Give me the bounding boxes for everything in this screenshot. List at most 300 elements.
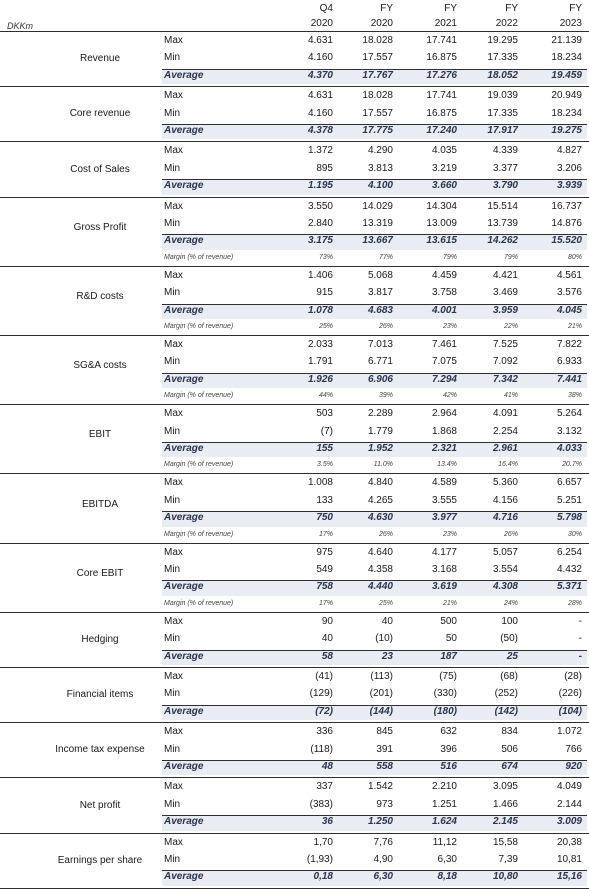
min-row-value: 3.817 xyxy=(367,287,393,299)
average-row-value: 36 xyxy=(321,816,333,828)
margin-row-value: 79% xyxy=(503,253,518,261)
metric-label: Financial items xyxy=(66,689,134,701)
margin-row-value: 23% xyxy=(442,530,457,538)
margin-row-value: 28% xyxy=(567,599,582,607)
min-row-value: 7,39 xyxy=(498,854,518,865)
column-year-header: 2021 xyxy=(434,18,457,29)
max-row-value: 3.095 xyxy=(492,781,518,793)
average-row-value: 17.276 xyxy=(426,69,457,81)
max-row-value: 7,76 xyxy=(373,836,393,848)
average-row-value: 920 xyxy=(565,761,582,772)
min-row-value: (50) xyxy=(500,633,518,645)
min-row-value: 3.758 xyxy=(431,287,457,299)
max-row-value: 90 xyxy=(321,615,333,627)
min-row-label: Min xyxy=(164,218,181,229)
margin-row-label: Margin (% of revenue) xyxy=(164,599,234,607)
max-row-value: 4.631 xyxy=(307,35,333,46)
margin-row-value: 25% xyxy=(318,323,333,330)
min-row-label: Min xyxy=(164,564,181,575)
min-row-value: 4,90 xyxy=(373,854,393,865)
min-row-value: 7.075 xyxy=(431,356,457,368)
section-rule xyxy=(0,777,589,778)
section-rule xyxy=(0,266,589,267)
section-rule xyxy=(0,335,589,336)
max-row-label: Max xyxy=(164,615,183,627)
max-row-value: 100 xyxy=(501,615,518,627)
max-row-value: 1,70 xyxy=(313,836,333,848)
max-row-label: Max xyxy=(164,408,183,420)
max-row-value: 4.640 xyxy=(367,546,393,558)
margin-row-value: 17% xyxy=(318,530,333,538)
average-row-value: 7.441 xyxy=(556,373,582,385)
max-row-value: 4.589 xyxy=(431,477,457,489)
average-row-label: Average xyxy=(164,304,204,316)
max-row-label: Max xyxy=(164,269,183,281)
max-row-value: 2.033 xyxy=(307,339,333,350)
average-row-value: 4.683 xyxy=(367,304,393,316)
min-row-value: 17.335 xyxy=(487,107,518,119)
max-row-value: 1.008 xyxy=(307,477,333,489)
metric-label: Core revenue xyxy=(69,108,131,120)
average-row-value: 3.175 xyxy=(307,235,333,247)
min-row-label: Min xyxy=(164,425,181,437)
max-row-label: Max xyxy=(164,546,183,558)
max-row-value: 975 xyxy=(316,546,333,558)
column-period-header: FY xyxy=(505,3,518,14)
metric-label: Gross Profit xyxy=(73,221,127,233)
metric-label: SG&A costs xyxy=(73,360,127,372)
average-row-value: 558 xyxy=(376,761,393,772)
min-row-value: 2.840 xyxy=(307,218,333,229)
margin-row-value: 44% xyxy=(318,392,333,400)
metric-label: EBIT xyxy=(88,429,112,441)
average-row-value: 3.977 xyxy=(431,512,457,524)
average-row-value: 10,80 xyxy=(492,871,518,883)
margin-row-value: 24% xyxy=(503,599,518,607)
average-row-value: 13.667 xyxy=(362,235,393,247)
max-row-value: 5.360 xyxy=(492,477,518,489)
column-year-header: 2022 xyxy=(495,18,518,29)
average-row-value: 4.630 xyxy=(367,512,393,524)
average-row-value: 2.961 xyxy=(492,443,518,454)
average-row-value: 3.009 xyxy=(556,816,582,828)
unit-label: DKKm xyxy=(7,21,34,31)
max-row-value: 17.741 xyxy=(426,35,457,46)
max-row-value: - xyxy=(578,615,582,627)
average-row-label: Average xyxy=(164,443,204,454)
average-row-value: 758 xyxy=(316,581,333,593)
max-row-value: 845 xyxy=(376,726,393,738)
max-row-value: 1.542 xyxy=(367,781,393,793)
min-row-value: 3.377 xyxy=(492,162,518,174)
max-row-value: 5.068 xyxy=(367,269,393,281)
average-row-value: 5.371 xyxy=(556,581,582,593)
max-row-value: 4.827 xyxy=(556,145,582,157)
max-row-value: 1.372 xyxy=(307,145,333,157)
min-row-value: 895 xyxy=(316,162,333,174)
margin-row-value: 3.5% xyxy=(317,461,333,469)
average-row-value: (104) xyxy=(558,705,582,717)
min-row-value: 4.358 xyxy=(367,564,393,575)
average-row-value: 2.145 xyxy=(492,816,518,828)
section-rule xyxy=(0,667,589,668)
max-row-value: 18.028 xyxy=(362,90,393,102)
margin-row-value: 73% xyxy=(318,253,333,261)
margin-row-value: 41% xyxy=(503,392,518,400)
average-row-value: 1.195 xyxy=(307,180,333,192)
min-row-value: (201) xyxy=(369,688,393,700)
average-row-value: 17.240 xyxy=(426,125,457,136)
max-row-label: Max xyxy=(164,726,183,738)
average-row-value: 4.378 xyxy=(307,125,333,136)
min-row-label: Min xyxy=(164,854,181,865)
metric-label: Revenue xyxy=(79,53,121,65)
margin-row-value: 42% xyxy=(442,392,457,400)
min-row-value: 1.466 xyxy=(492,798,518,810)
average-row-value: 5.798 xyxy=(556,512,582,524)
metric-label: Hedging xyxy=(81,633,119,645)
max-row-value: (41) xyxy=(315,671,333,682)
column-period-header: Q4 xyxy=(319,3,333,14)
average-row-value: 58 xyxy=(321,650,333,662)
average-row-value: 7.342 xyxy=(492,373,518,385)
average-row-value: 674 xyxy=(501,761,518,772)
margin-row-value: 26% xyxy=(378,530,393,538)
min-row-label: Min xyxy=(164,494,181,506)
max-row-label: Max xyxy=(164,90,183,102)
margin-row-value: 17% xyxy=(318,599,333,607)
max-row-label: Max xyxy=(164,35,183,46)
min-row-label: Min xyxy=(164,287,181,299)
min-row-value: 3.554 xyxy=(492,564,518,575)
min-row-label: Min xyxy=(164,107,181,119)
min-row-value: 1.251 xyxy=(431,798,457,810)
metric-label: R&D costs xyxy=(76,290,124,302)
max-row-value: 5.057 xyxy=(492,546,518,558)
max-row-label: Max xyxy=(164,339,183,350)
min-row-value: 13.319 xyxy=(362,218,393,229)
min-row-label: Min xyxy=(164,162,181,174)
section-rule xyxy=(0,833,589,834)
margin-row-value: 79% xyxy=(442,253,457,261)
max-row-value: (28) xyxy=(564,671,582,682)
metric-label: Core EBIT xyxy=(76,567,124,579)
average-row-value: 516 xyxy=(440,761,457,772)
min-row-value: 17.335 xyxy=(487,52,518,64)
min-row-value: 915 xyxy=(316,287,333,299)
min-row-value: 18.234 xyxy=(551,52,582,64)
min-row-value: 40 xyxy=(321,633,333,645)
metric-label: Earnings per share xyxy=(57,854,143,866)
min-row-value: (118) xyxy=(310,743,333,755)
min-row-value: 549 xyxy=(316,564,333,575)
average-row-value: 6,30 xyxy=(373,871,393,883)
average-row-value: 0,18 xyxy=(313,871,333,883)
average-row-value: 25 xyxy=(506,650,518,662)
average-row-value: 48 xyxy=(321,761,333,772)
max-row-value: 17.741 xyxy=(426,90,457,102)
min-row-value: (226) xyxy=(558,688,582,700)
average-row-value: 15.520 xyxy=(551,235,582,247)
average-row-value: (180) xyxy=(433,705,457,717)
max-row-value: 4.177 xyxy=(431,546,457,558)
max-row-value: 4.339 xyxy=(492,145,518,157)
margin-row-value: 77% xyxy=(378,253,393,261)
average-row-value: 750 xyxy=(316,512,333,524)
min-row-value: 10,81 xyxy=(556,854,582,865)
average-row-value: 4.001 xyxy=(431,304,457,316)
min-row-value: 1.791 xyxy=(307,356,333,368)
average-row-value: 6.906 xyxy=(367,373,393,385)
max-row-value: 19.295 xyxy=(487,35,518,46)
column-period-header: FY xyxy=(569,3,582,14)
average-row-value: 4.308 xyxy=(492,581,518,593)
max-row-label: Max xyxy=(164,145,183,157)
max-row-value: 632 xyxy=(440,726,457,738)
margin-row-value: 38% xyxy=(567,392,582,400)
margin-row-value: 80% xyxy=(567,253,582,261)
average-row-value: 18.052 xyxy=(487,69,518,81)
max-row-value: 4.049 xyxy=(556,781,582,793)
margin-row-label: Margin (% of revenue) xyxy=(164,323,234,330)
average-row-value: 19.459 xyxy=(551,69,582,81)
max-row-value: 7.822 xyxy=(556,339,582,350)
average-row-value: 17.767 xyxy=(362,69,393,81)
min-row-value: 17.557 xyxy=(362,107,393,119)
average-row-label: Average xyxy=(164,512,204,524)
min-row-label: Min xyxy=(164,633,181,645)
average-row-value: 3.660 xyxy=(431,180,457,192)
max-row-label: Max xyxy=(164,781,183,793)
average-row-value: 1.624 xyxy=(431,816,457,828)
min-row-value: (10) xyxy=(375,633,393,645)
max-row-value: 40 xyxy=(381,615,393,627)
max-row-value: 20.949 xyxy=(551,90,582,102)
margin-row-value: 11.0% xyxy=(373,461,393,469)
margin-row-value: 13.4% xyxy=(437,461,457,469)
average-row-value: 3.939 xyxy=(556,180,582,192)
min-row-label: Min xyxy=(164,356,181,368)
column-period-header: FY xyxy=(444,3,457,14)
margin-row-label: Margin (% of revenue) xyxy=(164,253,234,261)
max-row-value: 5.264 xyxy=(556,408,582,420)
max-row-value: 336 xyxy=(316,726,333,738)
min-row-value: 3.219 xyxy=(431,162,457,174)
min-row-value: 973 xyxy=(376,798,393,810)
min-row-value: (129) xyxy=(309,688,333,700)
min-row-value: 2.144 xyxy=(556,798,582,810)
margin-row-value: 20.7% xyxy=(562,461,582,469)
min-row-value: 1.868 xyxy=(431,425,457,437)
margin-row-value: 21% xyxy=(567,323,582,330)
average-row-value: 4.100 xyxy=(367,180,393,192)
max-row-value: 834 xyxy=(501,726,518,738)
min-row-value: (7) xyxy=(320,425,333,437)
min-row-value: 4.156 xyxy=(492,494,518,506)
min-row-value: (1,93) xyxy=(306,854,333,865)
min-row-value: 3.576 xyxy=(556,287,582,299)
margin-row-value: 21% xyxy=(442,599,457,607)
max-row-value: 11,12 xyxy=(432,836,457,848)
max-row-label: Max xyxy=(164,836,183,848)
min-row-value: 2.254 xyxy=(492,425,518,437)
average-row-value: 2.321 xyxy=(431,443,457,454)
average-row-value: 23 xyxy=(381,650,393,662)
max-row-value: 4.840 xyxy=(367,477,393,489)
min-row-value: 4.160 xyxy=(307,52,333,64)
min-row-label: Min xyxy=(164,743,181,755)
min-row-value: 6.933 xyxy=(556,356,582,368)
max-row-value: (113) xyxy=(370,671,393,682)
margin-row-value: 23% xyxy=(442,323,457,330)
max-row-value: 7.525 xyxy=(492,339,518,350)
column-year-header: 2023 xyxy=(559,18,582,29)
max-row-value: 7.461 xyxy=(431,339,457,350)
column-period-header: FY xyxy=(380,3,393,14)
max-row-value: 2.210 xyxy=(431,781,457,793)
max-row-value: 4.035 xyxy=(431,145,457,157)
average-row-value: 1.250 xyxy=(367,816,393,828)
max-row-value: 6.254 xyxy=(556,546,582,558)
max-row-value: (75) xyxy=(439,671,457,682)
section-rule xyxy=(0,722,589,723)
max-row-value: 4.290 xyxy=(367,145,393,157)
max-row-value: 500 xyxy=(440,615,457,627)
metric-label: Net profit xyxy=(79,799,121,811)
average-row-value: 3.790 xyxy=(492,180,518,192)
min-row-label: Min xyxy=(164,688,181,700)
margin-row-value: 39% xyxy=(378,392,393,400)
average-row-value: 7.294 xyxy=(431,373,457,385)
average-row-value: 19.275 xyxy=(551,125,582,136)
max-row-value: 4.561 xyxy=(556,269,582,281)
average-row-label: Average xyxy=(164,871,204,883)
section-rule xyxy=(0,543,589,544)
min-row-value: (383) xyxy=(309,798,333,810)
max-row-label: Max xyxy=(164,200,183,212)
min-row-value: 3.206 xyxy=(556,162,582,174)
metric-label: Cost of Sales xyxy=(70,163,130,175)
max-row-value: 1.072 xyxy=(556,726,582,738)
min-row-value: 4.432 xyxy=(556,564,582,575)
margin-row-label: Margin (% of revenue) xyxy=(164,392,234,400)
max-row-value: 4.459 xyxy=(431,269,457,281)
average-row-label: Average xyxy=(164,581,204,593)
min-row-value: 6.771 xyxy=(367,356,393,368)
min-row-value: 4.265 xyxy=(367,494,393,506)
margin-row-value: 26% xyxy=(503,530,518,538)
min-row-value: 5.251 xyxy=(556,494,582,506)
min-row-value: 133 xyxy=(316,494,333,506)
max-row-value: 6.657 xyxy=(556,477,582,489)
min-row-label: Min xyxy=(164,798,181,810)
max-row-value: (68) xyxy=(500,671,518,682)
min-row-value: (252) xyxy=(494,688,518,700)
average-row-label: Average xyxy=(164,235,204,247)
section-rule xyxy=(0,141,589,142)
margin-row-value: 22% xyxy=(503,323,518,330)
average-row-label: Average xyxy=(164,69,204,81)
max-row-value: 4.091 xyxy=(492,408,518,420)
average-row-value: 17.775 xyxy=(362,125,393,136)
average-row-value: 4.370 xyxy=(307,69,333,81)
margin-row-value: 16.4% xyxy=(498,461,518,469)
max-row-value: 15.514 xyxy=(487,200,518,212)
average-row-value: 1.952 xyxy=(367,443,393,454)
average-row-value: 155 xyxy=(316,443,333,454)
section-rule xyxy=(0,473,589,474)
average-row-value: 3.959 xyxy=(492,304,518,316)
min-row-value: 16.875 xyxy=(426,52,457,64)
column-year-header: 2020 xyxy=(370,18,393,29)
min-row-value: 3.132 xyxy=(556,425,582,437)
max-row-value: 21.139 xyxy=(551,35,582,46)
max-row-value: 2.289 xyxy=(367,408,393,420)
average-row-label: Average xyxy=(164,180,204,192)
margin-row-label: Margin (% of revenue) xyxy=(164,461,234,469)
header-rule xyxy=(0,31,589,32)
section-rule xyxy=(0,612,589,613)
average-row-label: Average xyxy=(164,373,204,385)
section-rule xyxy=(0,86,589,87)
column-year-header: 2020 xyxy=(310,18,333,29)
margin-row-value: 30% xyxy=(567,530,582,538)
average-row-label: Average xyxy=(164,125,204,136)
max-row-value: 4.631 xyxy=(307,90,333,102)
min-row-value: 3.555 xyxy=(431,494,457,506)
min-row-value: 13.009 xyxy=(426,218,457,229)
average-row-value: 3.619 xyxy=(431,581,457,593)
max-row-value: 18.028 xyxy=(362,35,393,46)
max-row-label: Max xyxy=(164,477,183,489)
average-row-value: 4.716 xyxy=(492,512,518,524)
max-row-value: 2.964 xyxy=(431,408,457,420)
max-row-value: 14.029 xyxy=(362,200,393,212)
min-row-value: - xyxy=(578,633,582,645)
max-row-value: 7.013 xyxy=(367,339,393,350)
max-row-value: 4.421 xyxy=(492,269,518,281)
max-row-value: 3.550 xyxy=(307,200,333,212)
average-row-value: 1.078 xyxy=(307,304,333,316)
average-row-value: (142) xyxy=(494,705,518,717)
min-row-value: 50 xyxy=(445,633,457,645)
min-row-value: 1.779 xyxy=(367,425,393,437)
min-row-value: 16.875 xyxy=(426,107,457,119)
min-row-value: 3.469 xyxy=(492,287,518,299)
margin-row-label: Margin (% of revenue) xyxy=(164,530,234,538)
max-row-value: 1.406 xyxy=(307,269,333,281)
max-row-value: 20,38 xyxy=(556,836,582,848)
min-row-value: 3.168 xyxy=(431,564,457,575)
average-row-label: Average xyxy=(164,761,204,772)
margin-row-value: 26% xyxy=(378,323,393,330)
average-row-label: Average xyxy=(164,650,204,662)
min-row-value: 4.160 xyxy=(307,107,333,119)
min-row-value: (330) xyxy=(433,688,457,700)
min-row-value: 13.739 xyxy=(487,218,518,229)
average-row-value: (72) xyxy=(315,705,333,717)
max-row-value: 503 xyxy=(316,408,333,420)
average-row-label: Average xyxy=(164,816,204,828)
average-row-value: 4.045 xyxy=(556,304,582,316)
min-row-value: 766 xyxy=(565,743,582,755)
section-rule xyxy=(0,404,589,405)
margin-row-value: 25% xyxy=(378,599,393,607)
max-row-label: Max xyxy=(164,671,183,682)
max-row-value: 337 xyxy=(316,781,333,793)
max-row-value: 16.737 xyxy=(551,200,582,212)
max-row-value: 19.039 xyxy=(487,90,518,102)
